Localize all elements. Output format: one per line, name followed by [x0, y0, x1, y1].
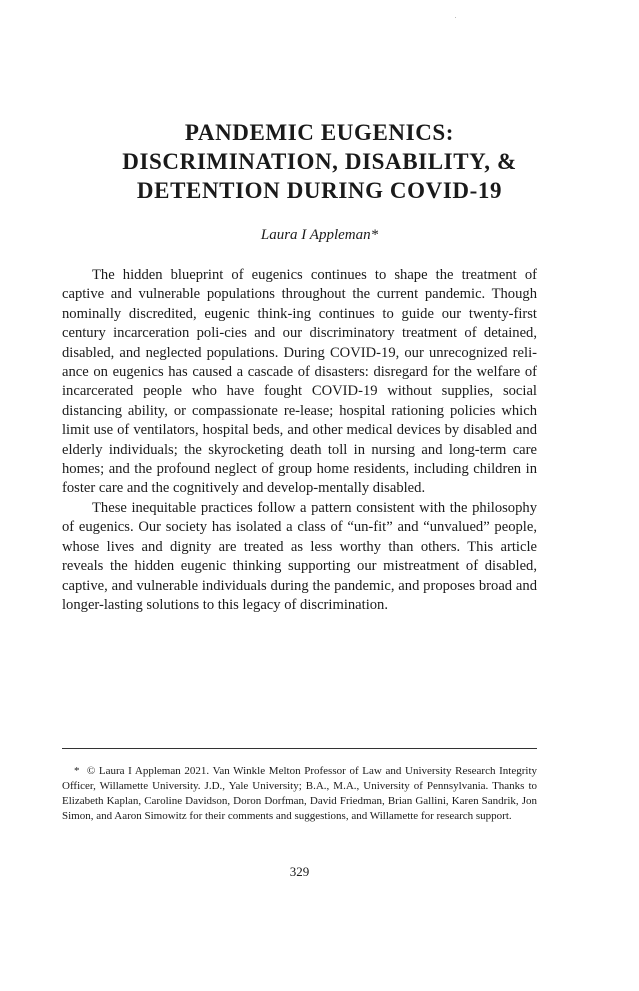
abstract: [62, 266, 537, 615]
footnote-divider: [62, 748, 537, 749]
abstract-paragraph-2: These inequitable practices follow a pattern consistent with the philosophy of eugenics. Our society has isolated a class of “un-fit” and “unvalued” people, whose lives and dignity are treated as less worthy than others. This article reveals the hidden eugenic thinking supporting our mistreatment of disabled, captive, and vulnerable individuals during the pandemic, and proposes broad and longer-lasting solutions to this legacy of discrimination.: [62, 499, 537, 613]
scan-speck: [455, 17, 456, 18]
title-line-3: DETENTION DURING COVID-19: [136, 178, 503, 203]
footnote-marker: *: [74, 765, 80, 777]
footnote-text: © Laura I Appleman 2021. Van Winkle Melton Professor of Law and University Research Integrity Officer, Willamette University. J.D., Yale University; B.A., M.A., University of Pennsylvania. Thanks to Elizabeth Kaplan, Caroline Davidson, Doron Dorfman, David Friedman, Brian Gallini, Karen Sandrik, Jon Simon, and Aaron Simowitz for their comments and suggestions, and Willamette for research support.: [62, 765, 538, 822]
title-line-1: PANDEMIC EUGENICS:: [184, 120, 455, 145]
abstract-paragraph-1: The hidden blueprint of eugenics continues to shape the treatment of captive and vulnerable populations throughout the current pandemic. Though nominally discredited, eugenic think-ing continues to guide our twenty-first century incarceration poli-cies and our discriminatory treatment of detained, disabled, and neglected populations. During COVID-19, our unrecognized reli-ance on eugenics has caused a cascade of disasters: disregard for the welfare of incarcerated people who have fought COVID-19 without supplies, social distancing ability, or compassionate re-lease; hospital rationing policies which limit use of ventilators, hospital beds, and other medical devices by disabled and elderly individuals; the skyrocketing death toll in nursing and long-term care homes; and the profound neglect of group home residents, including children in foster care and the cognitively and develop-mentally disabled.: [62, 267, 537, 497]
title-line-2: DISCRIMINATION, DISABILITY, &: [122, 149, 517, 174]
footnote: [62, 764, 537, 824]
article-title: [60, 118, 579, 205]
author-name: Laura I Appleman*: [260, 227, 379, 243]
page-number: 329: [289, 864, 310, 879]
